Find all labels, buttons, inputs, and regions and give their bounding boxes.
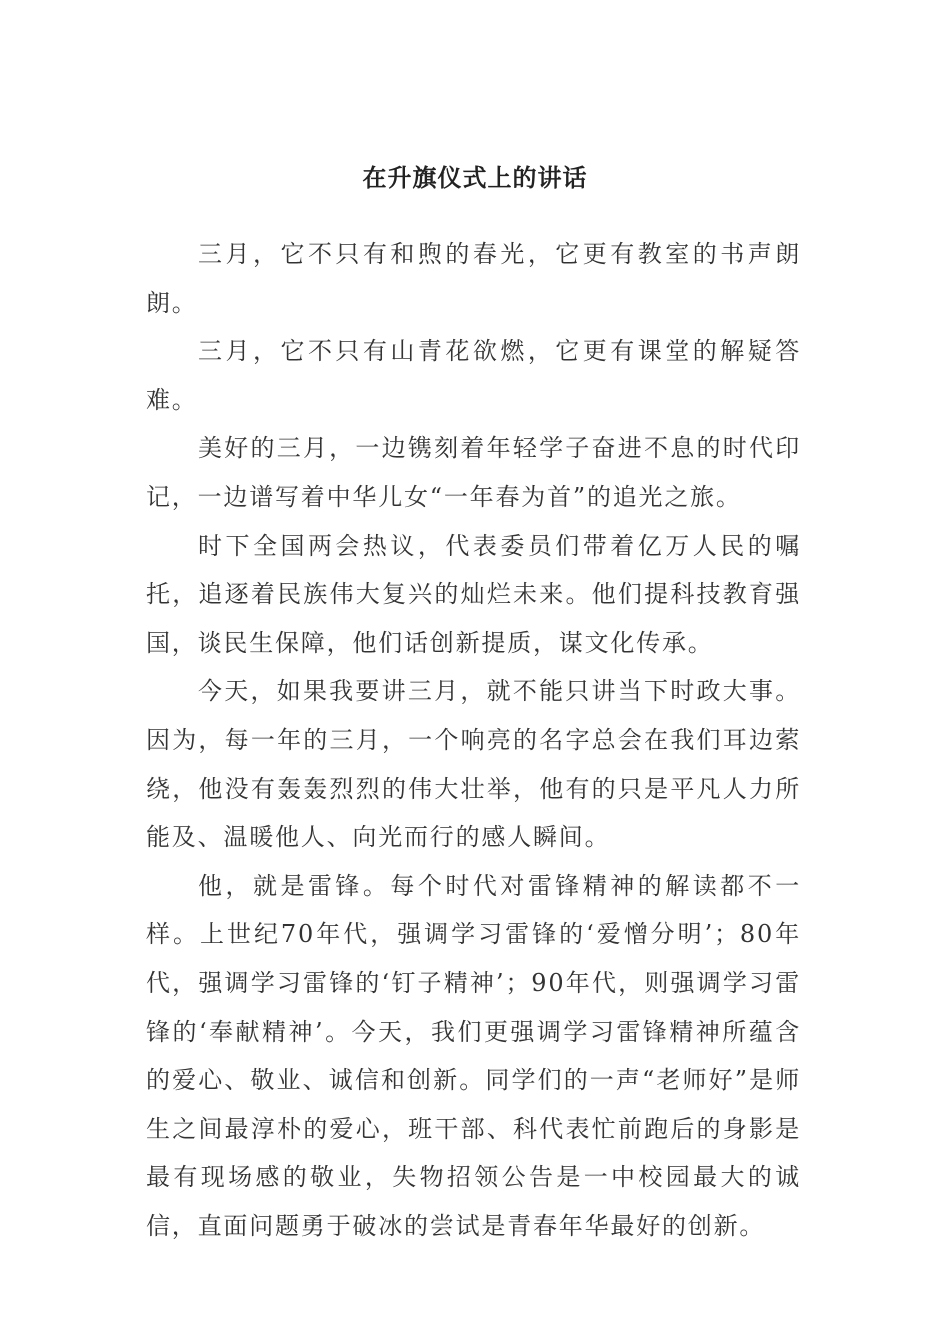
document-title: 在升旗仪式上的讲话 bbox=[362, 163, 588, 192]
paragraph: 今天，如果我要讲三月，就不能只讲当下时政大事。因为，每一年的三月，一个响亮的名字总会在我们耳边萦绕，他没有轰轰烈烈的伟大壮举，他有的只是平凡人力所能及、温暖他人、向光而行的感人瞬间。 bbox=[146, 677, 801, 852]
paragraph: 美好的三月，一边镌刻着年轻学子奋进不息的时代印记，一边谱写着中华儿女“一年春为首”的追光之旅。 bbox=[146, 434, 801, 511]
paragraph: 三月，它不只有山青花欲燃，它更有课堂的解疑答难。 bbox=[146, 337, 801, 414]
document-body bbox=[146, 230, 801, 1250]
paragraph: 三月，它不只有和煦的春光，它更有教室的书声朗朗。 bbox=[146, 240, 801, 317]
paragraph: 时下全国两会热议，代表委员们带着亿万人民的嘱托，追逐着民族伟大复兴的灿烂未来。他们提科技教育强国，谈民生保障，他们话创新提质，谋文化传承。 bbox=[146, 531, 801, 657]
paragraph: 他，就是雷锋。每个时代对雷锋精神的解读都不一样。上世纪70年代，强调学习雷锋的‘爱憎分明’；80年代，强调学习雷锋的‘钉子精神’；90年代，则强调学习雷锋的‘奉献精神’。今天，我们更强调学习雷锋精神所蕴含的爱心、敬业、诚信和创新。同学们的一声“老师好”是师生之间最淳朴的爱心，班干部、科代表忙前跑后的身影是最有现场感的敬业，失物招领公告是一中校园最大的诚信，直面问题勇于破冰的尝试是青春年华最好的创新。 bbox=[146, 871, 801, 1240]
